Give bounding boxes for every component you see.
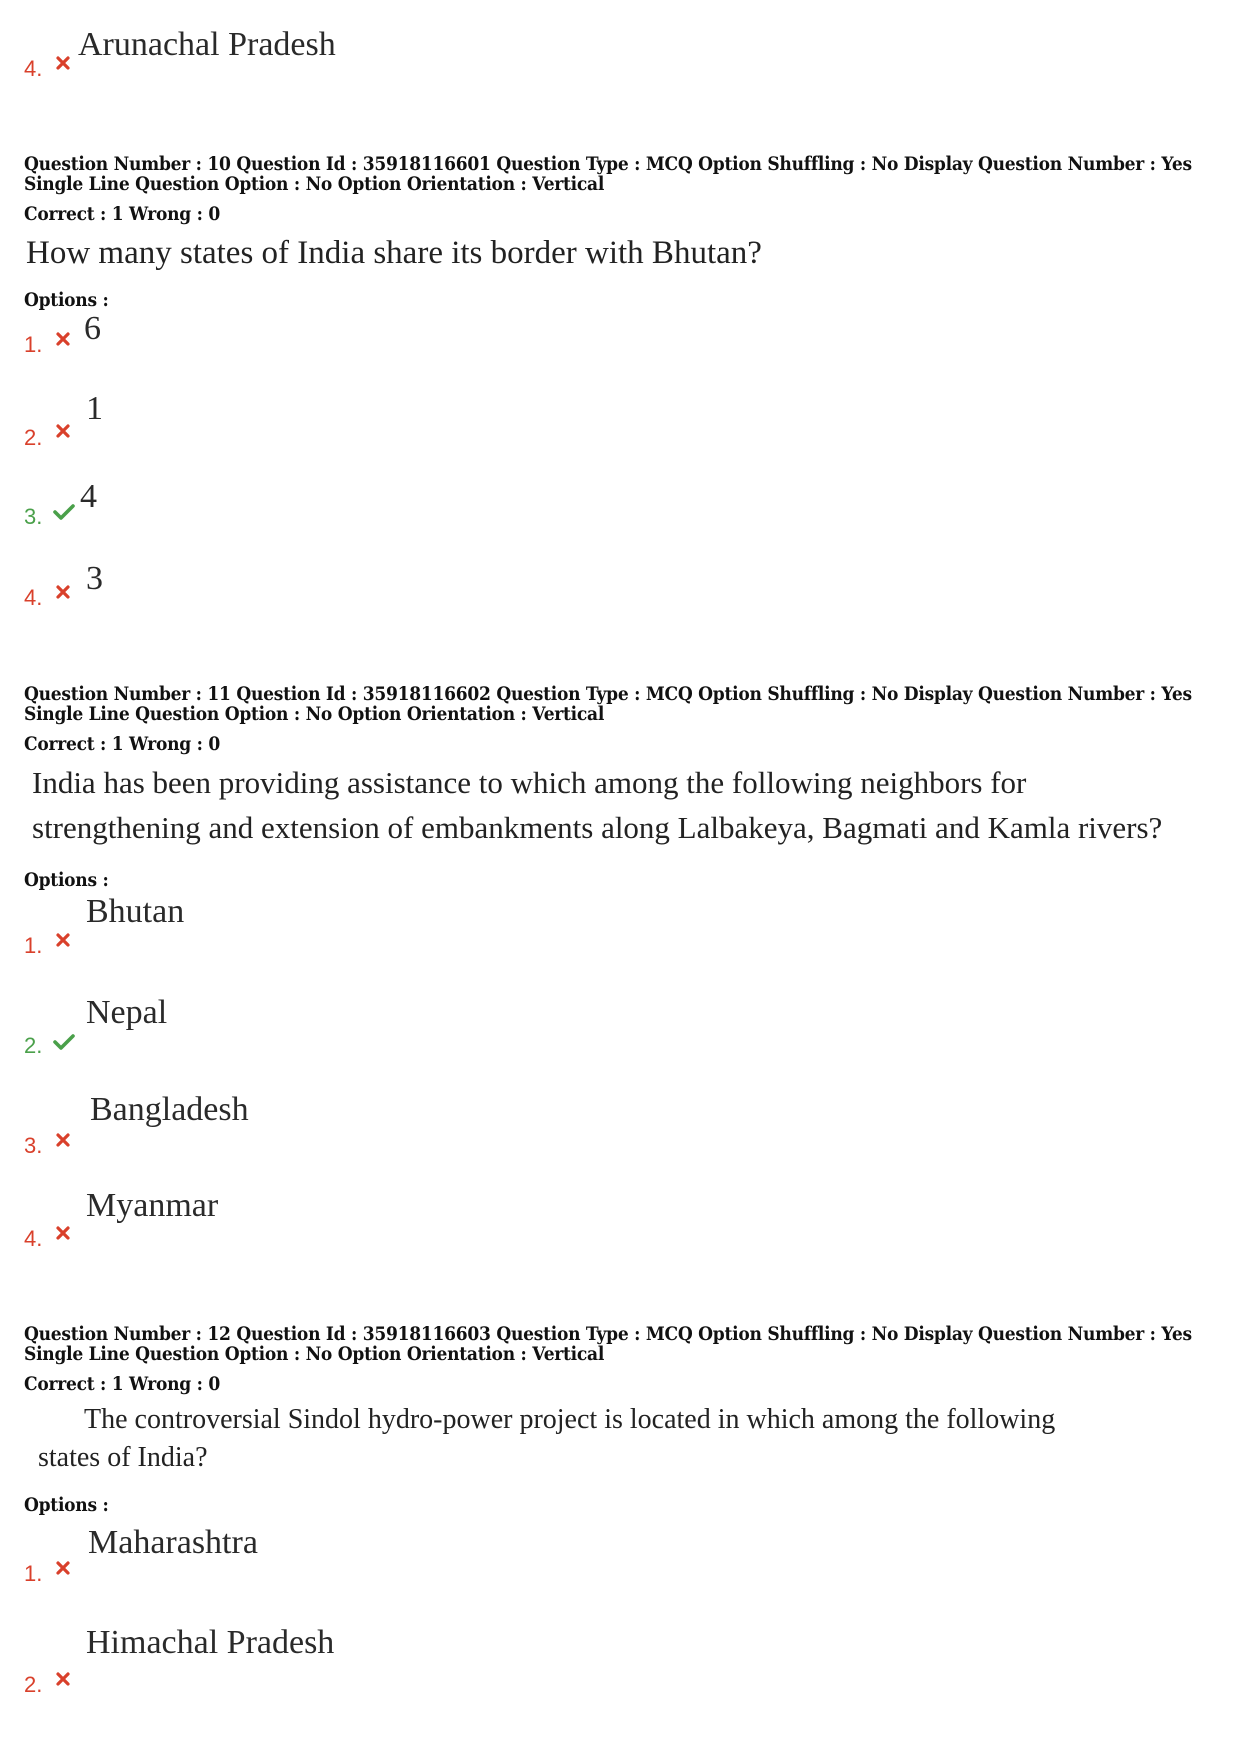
question-score: Correct : 1 Wrong : 0 bbox=[24, 203, 220, 225]
option-text: Himachal Pradesh bbox=[86, 1624, 335, 1661]
question-score: Correct : 1 Wrong : 0 bbox=[24, 1373, 220, 1395]
cross-icon bbox=[54, 1131, 72, 1149]
cross-icon bbox=[54, 1559, 72, 1577]
option-number: 3. bbox=[24, 504, 43, 529]
option-text: Maharashtra bbox=[88, 1524, 258, 1561]
option-text: 1 bbox=[86, 390, 103, 427]
question-text: How many states of India share its border with Bhutan? bbox=[26, 235, 762, 271]
options-label: Options : bbox=[24, 1494, 109, 1516]
option-number: 3. bbox=[24, 1133, 43, 1158]
option-number: 4. bbox=[24, 585, 43, 610]
option-text: 6 bbox=[84, 310, 101, 347]
option-text: 4 bbox=[80, 478, 97, 515]
options-label: Options : bbox=[24, 289, 109, 311]
option-text: Arunachal Pradesh bbox=[78, 26, 336, 63]
question-meta-2: Single Line Question Option : No Option Orientation : Vertical bbox=[24, 173, 605, 195]
option-number: 2. bbox=[24, 1672, 43, 1697]
question-text-line1: The controversial Sindol hydro-power project is located in which among the following bbox=[84, 1404, 1056, 1435]
options-label: Options : bbox=[24, 869, 109, 891]
check-icon bbox=[52, 503, 76, 521]
cross-icon bbox=[54, 422, 72, 440]
cross-icon bbox=[54, 931, 72, 949]
option-number: 1. bbox=[24, 332, 43, 357]
option-number: 4. bbox=[24, 1226, 43, 1251]
question-text-line2: states of India? bbox=[38, 1442, 208, 1473]
option-number: 1. bbox=[24, 933, 43, 958]
question-text-line1: India has been providing assistance to which among the following neighbors for bbox=[32, 765, 1027, 800]
option-number: 4. bbox=[24, 56, 43, 81]
question-text-line2: strengthening and extension of embankments along Lalbakeya, Bagmati and Kamla rivers? bbox=[32, 810, 1163, 845]
cross-icon bbox=[54, 1224, 72, 1242]
question-meta: Question Number : 10 Question Id : 35918116601 Question Type : MCQ Option Shuffling : No Display Question Number : Yes bbox=[24, 153, 1192, 175]
option-text: Bangladesh bbox=[90, 1091, 249, 1128]
question-meta: Question Number : 11 Question Id : 35918116602 Question Type : MCQ Option Shuffling : No Display Question Number : Yes bbox=[24, 683, 1192, 705]
option-text: Myanmar bbox=[86, 1187, 219, 1224]
option-text: 3 bbox=[86, 560, 103, 597]
check-icon bbox=[52, 1033, 76, 1051]
question-meta-2: Single Line Question Option : No Option Orientation : Vertical bbox=[24, 1343, 605, 1365]
option-text: Nepal bbox=[86, 994, 168, 1031]
cross-icon bbox=[54, 583, 72, 601]
cross-icon bbox=[54, 330, 72, 348]
option-number: 1. bbox=[24, 1561, 43, 1586]
option-number: 2. bbox=[24, 425, 43, 450]
cross-icon bbox=[54, 1670, 72, 1688]
option-number: 2. bbox=[24, 1033, 43, 1058]
question-score: Correct : 1 Wrong : 0 bbox=[24, 733, 220, 755]
cross-icon bbox=[54, 54, 72, 72]
question-meta-2: Single Line Question Option : No Option Orientation : Vertical bbox=[24, 703, 605, 725]
question-meta: Question Number : 12 Question Id : 35918116603 Question Type : MCQ Option Shuffling : No Display Question Number : Yes bbox=[24, 1323, 1192, 1345]
option-text: Bhutan bbox=[86, 893, 185, 930]
